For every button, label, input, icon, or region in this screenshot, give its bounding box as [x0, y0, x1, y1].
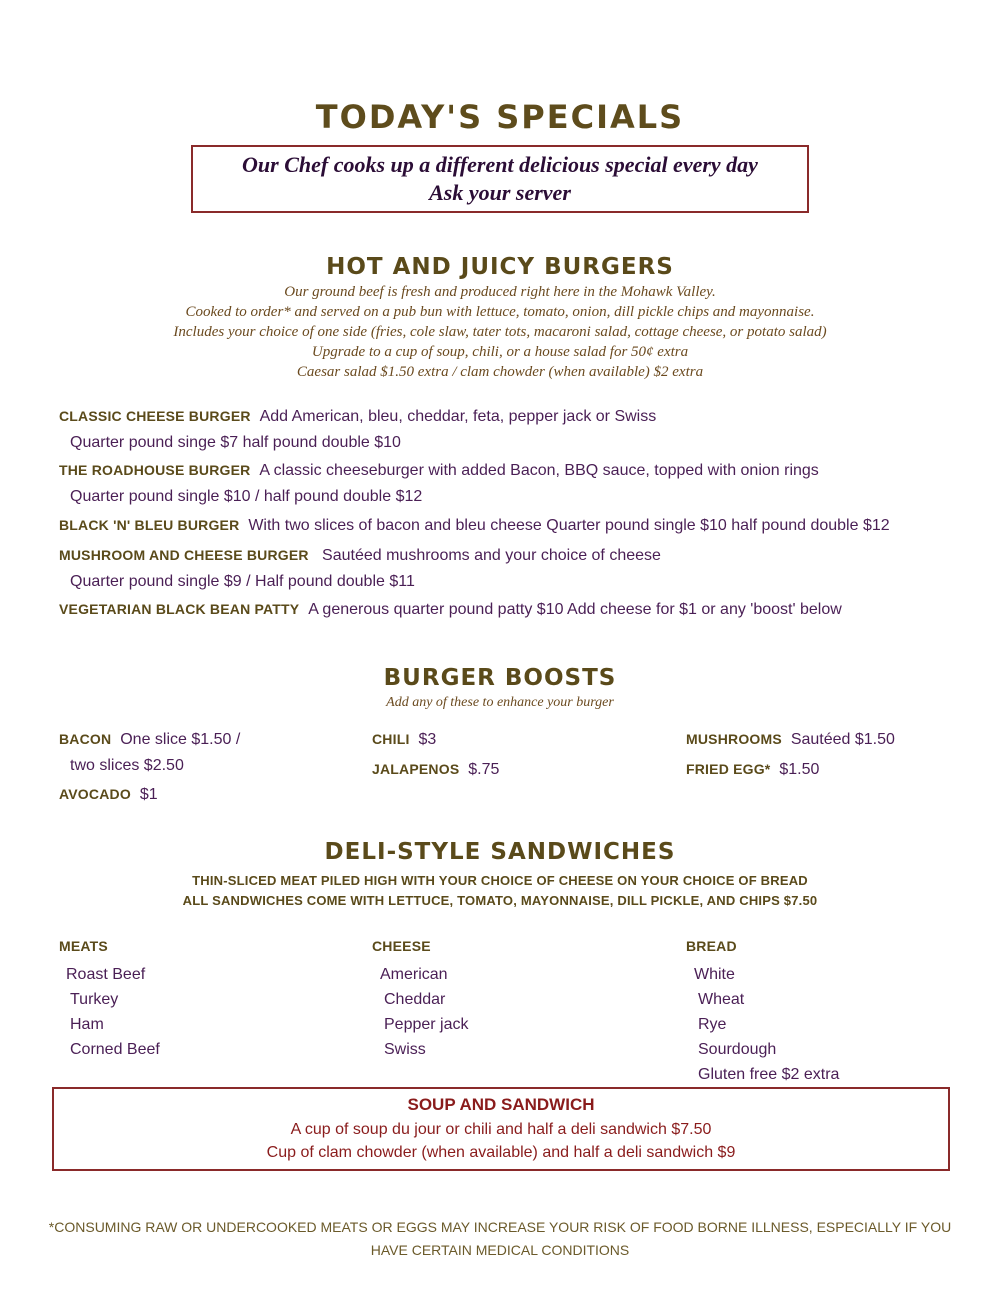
intro-line: Our ground beef is fresh and produced right here in the Mohawk Valley.: [284, 284, 716, 300]
boost-desc-cont: two slices $2.50: [70, 757, 184, 774]
item-price-line: Quarter pound singe $7 half pound double $10: [70, 434, 401, 451]
burgers-intro: [0, 282, 1000, 382]
specials-title: TODAY'S SPECIALS: [315, 98, 685, 136]
soup-line-2: Cup of clam chowder (when available) and half a deli sandwich $9: [266, 1144, 736, 1161]
item-desc: A classic cheeseburger with added Bacon, BBQ sauce, topped with onion rings: [259, 462, 819, 479]
health-disclaimer: [0, 1216, 1000, 1262]
boost-desc: $1: [139, 786, 158, 803]
menu-item-black-n-bleu: [59, 517, 890, 535]
item-name: CLASSIC CHEESE BURGER: [59, 408, 251, 424]
soup-sandwich-box: [52, 1087, 950, 1171]
bread-header: BREAD: [686, 938, 737, 954]
list-item: Rye: [698, 1016, 727, 1033]
list-item: Corned Beef: [70, 1041, 160, 1058]
item-price-line: Quarter pound single $9 / Half pound double $11: [70, 573, 415, 590]
boost-name: BACON: [59, 731, 112, 747]
boost-fried-egg: [686, 761, 819, 779]
disclaimer-line: *CONSUMING RAW OR UNDERCOOKED MEATS OR EGGS MAY INCREASE YOUR RISK OF FOOD BORNE ILLNESS, ESPECIALLY IF YOU: [48, 1219, 952, 1235]
boost-desc: Sautéed $1.50: [790, 731, 895, 748]
boost-name: CHILI: [372, 731, 410, 747]
item-name: BLACK 'N' BLEU BURGER: [59, 517, 240, 533]
menu-item-veggie-patty: [59, 601, 842, 619]
boosts-title: BURGER BOOSTS: [383, 665, 617, 691]
boost-name: AVOCADO: [59, 786, 131, 802]
chef-special-box: [191, 145, 809, 213]
boost-name: MUSHROOMS: [686, 731, 782, 747]
list-item: Gluten free $2 extra: [698, 1066, 840, 1083]
boost-jalapenos: [372, 761, 499, 779]
intro-line: Cooked to order* and served on a pub bun with lettuce, tomato, onion, dill pickle chips and mayonnaise.: [185, 304, 815, 320]
disclaimer-line: HAVE CERTAIN MEDICAL CONDITIONS: [370, 1242, 630, 1258]
menu-item-mushroom-cheese: [59, 547, 661, 565]
burgers-title: HOT AND JUICY BURGERS: [326, 254, 674, 280]
deli-title: DELI-STYLE SANDWICHES: [324, 839, 676, 865]
soup-line-1: A cup of soup du jour or chili and half a deli sandwich $7.50: [290, 1121, 712, 1138]
item-desc: With two slices of bacon and bleu cheese Quarter pound single $10 half pound double $12: [248, 517, 890, 534]
item-price-line: Quarter pound single $10 / half pound double $12: [70, 488, 423, 505]
boost-chili: [372, 731, 436, 749]
item-name: THE ROADHOUSE BURGER: [59, 462, 251, 478]
boost-desc: $1.50: [779, 761, 820, 778]
list-item: Sourdough: [698, 1041, 777, 1058]
menu-item-classic-cheese: [59, 408, 656, 426]
intro-line: Includes your choice of one side (fries, cole slaw, tater tots, macaroni salad, cottage cheese, or potato salad): [173, 324, 827, 340]
menu-item-roadhouse: [59, 462, 819, 480]
boost-avocado: [59, 786, 158, 804]
item-desc: Sautéed mushrooms and your choice of cheese: [322, 547, 661, 564]
boosts-subtitle: Add any of these to enhance your burger: [386, 695, 614, 710]
list-item: Turkey: [70, 991, 119, 1008]
deli-line-2: ALL SANDWICHES COME WITH LETTUCE, TOMATO, MAYONNAISE, DILL PICKLE, AND CHIPS $7.50: [182, 893, 818, 908]
list-item: Cheddar: [384, 991, 446, 1008]
list-item: American: [380, 966, 448, 983]
item-name: MUSHROOM AND CHEESE BURGER: [59, 547, 309, 563]
boost-desc: $.75: [468, 761, 500, 778]
meats-list: [66, 962, 160, 1062]
list-item: Swiss: [384, 1041, 426, 1058]
cheese-list: [380, 962, 469, 1062]
soup-title: SOUP AND SANDWICH: [407, 1095, 595, 1114]
boost-name: FRIED EGG*: [686, 761, 771, 777]
bread-list: [694, 962, 839, 1087]
boost-bacon: [59, 731, 240, 749]
boost-name: JALAPENOS: [372, 761, 460, 777]
list-item: Wheat: [698, 991, 745, 1008]
meats-header: MEATS: [59, 938, 108, 954]
boost-desc: One slice $1.50 /: [120, 731, 241, 748]
item-name: VEGETARIAN BLACK BEAN PATTY: [59, 601, 300, 617]
intro-line: Caesar salad $1.50 extra / clam chowder (when available) $2 extra: [296, 364, 704, 380]
item-desc: Add American, bleu, cheddar, feta, pepper jack or Swiss: [259, 408, 657, 425]
list-item: Pepper jack: [384, 1016, 469, 1033]
cheese-header: CHEESE: [372, 938, 431, 954]
intro-line: Upgrade to a cup of soup, chili, or a house salad for 50¢ extra: [311, 344, 689, 360]
ask-server-line: Ask your server: [429, 180, 571, 205]
deli-line-1: THIN-SLICED MEAT PILED HIGH WITH YOUR CHOICE OF CHEESE ON YOUR CHOICE OF BREAD: [192, 873, 808, 888]
list-item: White: [694, 966, 735, 983]
list-item: Ham: [70, 1016, 104, 1033]
boost-mushrooms: [686, 731, 895, 749]
item-desc: A generous quarter pound patty $10 Add cheese for $1 or any 'boost' below: [308, 601, 842, 618]
chef-special-line: Our Chef cooks up a different delicious special every day: [242, 152, 758, 177]
boost-desc: $3: [418, 731, 437, 748]
list-item: Roast Beef: [66, 966, 146, 983]
